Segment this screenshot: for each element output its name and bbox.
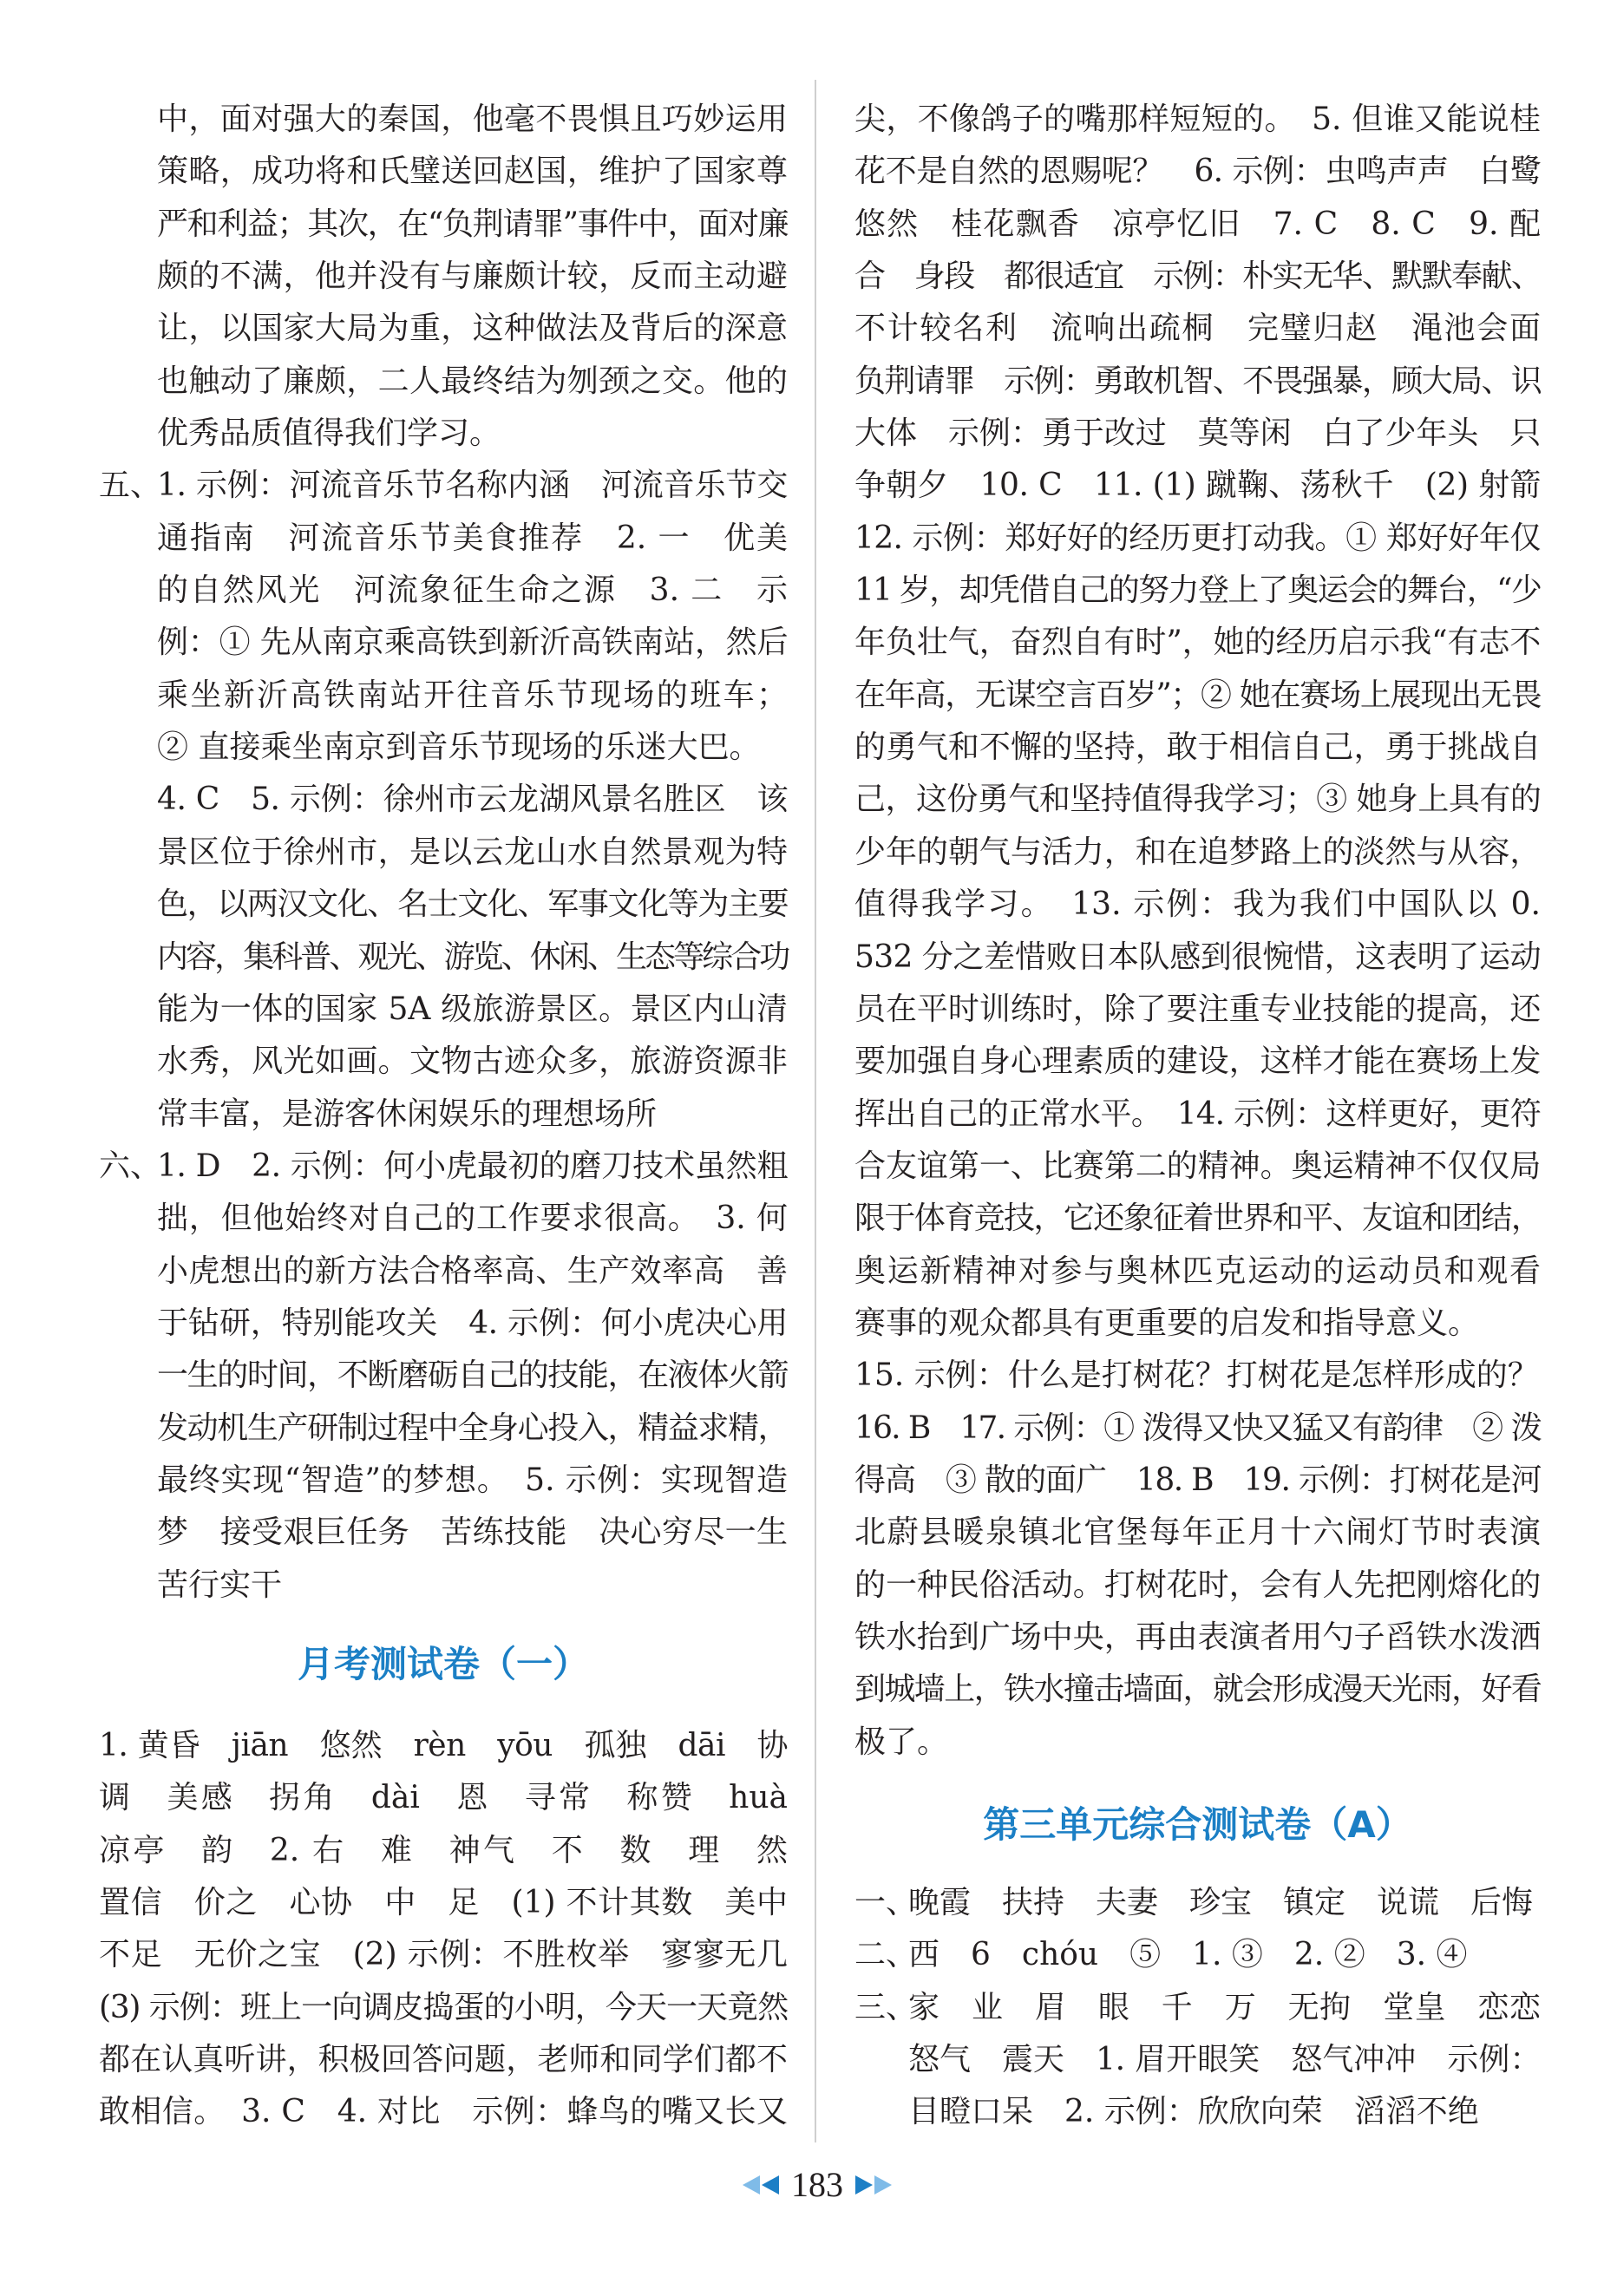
answer-line: 策略，成功将和氏璧送回赵国，维护了国家尊 — [157, 154, 788, 190]
answer-line: 能为一体的国家 5A 级旅游景区。景区内山清 — [157, 991, 788, 1027]
answer-line: 西 6 chóu ⑤ 1. ③ 2. ② 3. ④ — [908, 1937, 1468, 1973]
unit-3-part-1-label: 一、 — [854, 1885, 918, 1920]
answer-line: 在年高，无谋空言百岁”；② 她在赛场上展现出无畏 — [854, 677, 1541, 713]
answer-line: 梦 接受艰巨任务 苦练技能 决心穷尽一生 — [157, 1514, 788, 1551]
answer-line: 限于体育竞技，它还象征着世界和平、友谊和团结， — [854, 1200, 1541, 1237]
monthly-test-answers — [99, 1720, 788, 2139]
answer-line: 值得我学习。 13. 示例：我为我们中国队以 0. — [854, 886, 1541, 923]
page-footer — [694, 2160, 940, 2210]
triangle-shape — [874, 2175, 892, 2195]
answer-line: 大体 示例：勇于改过 莫等闲 白了少年头 只 — [854, 415, 1541, 452]
answer-line: 苦行实干 — [157, 1567, 283, 1603]
column-divider — [815, 80, 816, 2142]
answer-line: 凉亭 韵 2. 右 难 神气 不 数 理 然 — [99, 1832, 788, 1868]
double-left-triangle-icon — [741, 2174, 782, 2196]
answer-line: 不足 无价之宝 (2) 示例：不胜枚举 寥寥无几 — [99, 1937, 788, 1973]
answer-line: 置信 价之 心协 中 足 (1) 不计其数 美中 — [99, 1885, 788, 1921]
unit-3-part-3 — [854, 1982, 1541, 2139]
triangle-shape — [743, 2175, 760, 2195]
answer-line: 北蔚县暖泉镇北官堡每年正月十六闹灯节时表演 — [854, 1514, 1541, 1551]
answer-line: 尖，不像鸽子的嘴那样短短的。 5. 但谁又能说桂 — [854, 101, 1541, 137]
answer-line: 目瞪口呆 2. 示例：欣欣向荣 滔滔不绝 — [908, 2094, 1479, 2130]
answer-line: 1. 示例：河流音乐节名称内涵 河流音乐节交 — [157, 468, 788, 504]
part-6-label: 六、 — [99, 1148, 162, 1184]
part-5 — [99, 460, 788, 1140]
right-column-answers — [854, 94, 1541, 1769]
unit-3-test-heading: 第三单元综合测试卷（A） — [983, 1803, 1412, 1846]
answer-line: 都在认真听讲，积极回答问题，老师和同学们都不 — [99, 2042, 788, 2078]
answer-line: 己，这份勇气和坚持值得我学习；③ 她身上具有的 — [854, 782, 1541, 818]
answer-line: 员在平时训练时，除了要注重专业技能的提高，还 — [854, 991, 1541, 1027]
triangle-shape — [855, 2175, 873, 2195]
answer-line: 颇的不满，他并没有与廉颇计较，反而主动避 — [157, 258, 788, 295]
answer-line: 乘坐新沂高铁南站开往音乐节现场的班车； — [157, 677, 788, 713]
answer-line: 4. C 5. 示例：徐州市云龙湖风景名胜区 该 — [157, 782, 788, 818]
answer-line: 发动机生产研制过程中全身心投入，精益求精， — [157, 1410, 788, 1446]
answer-line: ② 直接乘坐南京到音乐节现场的乐迷大巴。 — [157, 729, 761, 766]
answer-line: 532 分之差惜败日本队感到很惋惜，这表明了运动 — [854, 939, 1541, 975]
answer-line: 少年的朝气与活力，和在追梦路上的淡然与从容， — [854, 834, 1541, 870]
answer-line: 铁水抬到广场中央，再由表演者用勺子舀铁水泼洒 — [854, 1619, 1541, 1655]
answer-line: 赛事的观众都具有更重要的启发和指导意义。 — [854, 1305, 1480, 1341]
answer-line: 拙，但他始终对自己的工作要求很高。 3. 何 — [157, 1200, 788, 1237]
answer-line: 严和利益；其次，在“负荆请罪”事件中，面对廉 — [157, 206, 788, 242]
answer-line: 于钻研，特别能攻关 4. 示例：何小虎决心用 — [157, 1305, 788, 1341]
answer-line: 1. D 2. 示例：何小虎最初的磨刀技术虽然粗 — [157, 1148, 788, 1184]
answer-line: 极了。 — [854, 1724, 949, 1760]
triangle-shape — [762, 2175, 779, 2195]
answer-line: 怒气 震天 1. 眉开眼笑 怒气冲冲 示例： — [908, 2042, 1541, 2078]
answer-line: 敢相信。 3. C 4. 对比 示例：蜂鸟的嘴又长又 — [99, 2094, 788, 2130]
answer-line: 晚霞 扶持 夫妻 珍宝 镇定 说谎 后悔 — [908, 1885, 1534, 1920]
answer-line: 也触动了廉颇，二人最终结为刎颈之交。他的 — [157, 363, 788, 399]
answer-line: 负荆请罪 示例：勇敢机智、不畏强暴，顾大局、识 — [854, 363, 1541, 399]
answer-line: 花不是自然的恩赐呢？ 6. 示例：虫鸣声声 白鹭 — [854, 154, 1541, 190]
answer-line: 合友谊第一、比赛第二的精神。奥运精神不仅仅局 — [854, 1148, 1541, 1184]
unit-3-part-3-label: 三、 — [854, 1989, 918, 2025]
answer-line: 的自然风光 河流象征生命之源 3. 二 示 — [157, 572, 788, 609]
answer-line: (3) 示例：班上一向调皮捣蛋的小明，今天一天竟然 — [99, 1989, 788, 2025]
answer-line: 的一种民俗活动。打树花时，会有人先把刚熔化的 — [854, 1567, 1541, 1603]
answer-line: 年负壮气，奋烈自有时”，她的经历启示我“有志不 — [854, 625, 1541, 661]
part-6 — [99, 1141, 788, 1612]
part-4-continuation — [99, 94, 788, 460]
answer-line: 调 美感 拐角 dài 恩 寻常 称赞 huà — [99, 1780, 788, 1816]
unit-3-part-2 — [854, 1929, 1541, 1981]
page-number: 183 — [791, 2165, 843, 2204]
unit-3-test-answers — [854, 1877, 1541, 2139]
answer-line: 得高 ③ 散的面广 18. B 19. 示例：打树花是河 — [854, 1462, 1541, 1498]
answer-line: 合 身段 都很适宜 示例：朴实无华、默默奉献、 — [854, 258, 1541, 295]
answer-line: 色，以两汉文化、名士文化、军事文化等为主要 — [157, 886, 788, 923]
answer-line: 中，面对强大的秦国，他毫不畏惧且巧妙运用 — [157, 101, 788, 137]
unit-3-part-1 — [854, 1877, 1541, 1929]
double-right-triangle-icon — [852, 2174, 894, 2196]
answer-line: 内容，集科普、观光、游览、休闲、生态等综合功 — [157, 939, 788, 975]
answer-line: 12. 示例：郑好好的经历更打动我。① 郑好好年仅 — [854, 520, 1541, 556]
answer-line: 家 业 眉 眼 千 万 无拘 堂皇 恋恋 — [908, 1989, 1541, 2025]
answer-line: 11 岁，却凭借自己的努力登上了奥运会的舞台，“少 — [854, 572, 1541, 609]
answer-line: 要加强自身心理素质的建设，这样才能在赛场上发 — [854, 1043, 1541, 1080]
answer-line: 的勇气和不懈的坚持，敢于相信自己，勇于挑战自 — [854, 729, 1541, 766]
unit-3-part-2-label: 二、 — [854, 1937, 918, 1973]
answer-line: 一生的时间，不断磨砺自己的技能，在液体火箭 — [157, 1357, 788, 1394]
answer-line: 15. 示例：什么是打树花？打树花是怎样形成的？ — [854, 1357, 1539, 1394]
monthly-test-heading: 月考测试卷（一） — [297, 1643, 589, 1685]
left-column-answers — [99, 94, 788, 1612]
answer-line: 让，以国家大局为重，这种做法及背后的深意 — [157, 311, 788, 347]
answer-line: 奥运新精神对参与奥林匹克运动的运动员和观看 — [854, 1253, 1541, 1289]
answer-line: 景区位于徐州市，是以云龙山水自然景观为特 — [157, 834, 788, 870]
answer-line: 16. B 17. 示例：① 泼得又快又猛又有韵律 ② 泼 — [854, 1410, 1541, 1446]
answer-line: 到城墙上，铁水撞击墙面，就会形成漫天光雨，好看 — [854, 1671, 1541, 1708]
answer-line: 通指南 河流音乐节美食推荐 2. 一 优美 — [157, 520, 788, 556]
answer-line: 小虎想出的新方法合格率高、生产效率高 善 — [157, 1253, 788, 1289]
answer-line: 例：① 先从南京乘高铁到新沂高铁南站，然后 — [157, 625, 788, 661]
answer-line: 不计较名利 流响出疏桐 完璧归赵 渑池会面 — [854, 311, 1541, 347]
answer-line: 常丰富，是游客休闲娱乐的理想场所 — [157, 1096, 658, 1132]
answer-line: 挥出自己的正常水平。 14. 示例：这样更好，更符 — [854, 1096, 1541, 1132]
part-5-label: 五、 — [99, 468, 162, 504]
answer-line: 水秀，风光如画。文物古迹众多，旅游资源非 — [157, 1043, 788, 1080]
answer-line: 1. 黄昏 jiān 悠然 rèn yōu 孤独 dāi 协 — [99, 1728, 788, 1763]
answer-line: 悠然 桂花飘香 凉亭忆旧 7. C 8. C 9. 配 — [854, 206, 1541, 242]
answer-line: 最终实现“智造”的梦想。 5. 示例：实现智造 — [157, 1462, 788, 1498]
answer-line: 优秀品质值得我们学习。 — [157, 415, 501, 452]
answer-line: 争朝夕 10. C 11. (1) 蹴鞠、荡秋千 (2) 射箭 — [854, 468, 1541, 504]
